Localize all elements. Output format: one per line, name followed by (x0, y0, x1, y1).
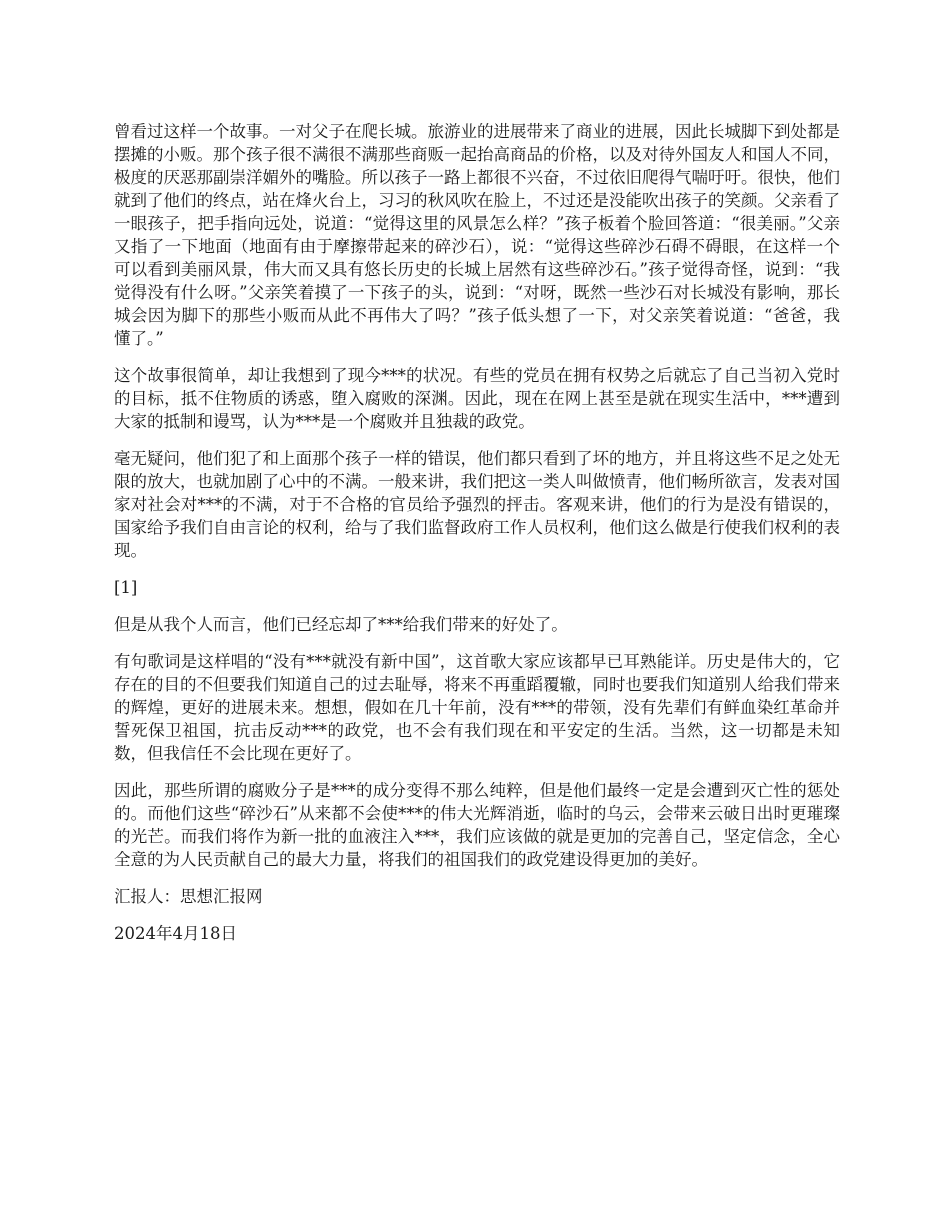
document-page (114, 120, 840, 959)
reporter-line: 汇报人：思想汇报网 (114, 887, 263, 906)
paragraph-reflection: 这个故事很简单，却让我想到了现今***的状况。有些的党员在拥有权势之后就忘了自己当初入党时的目标，抵不住物质的诱惑，堕入腐败的深渊。因此，现在在网上甚至是就在现实生活中，***遭到大家的抵制和谩骂，认为***是一个腐败并且独裁的政党。 (114, 366, 840, 431)
paragraph-history: 有句歌词是这样唱的“没有***就没有新中国”，这首歌大家应该都早已耳熟能详。历史是伟大的，它存在的目的不但要我们知道自己的过去耻辱，将来不再重蹈覆辙，同时也要我们知道别人给我们带来的辉煌，更好的进展未来。想想，假如在几十年前，没有***的带领，没有先辈们有鲜血染红革命并誓死保卫祖国，抗击反动***的政党，也不会有我们现在和平安定的生活。当然，这一切都是未知数，但我信任不会比现在更好了。 (114, 652, 840, 763)
footnote-marker: [1] (114, 578, 138, 597)
paragraph-personal-view: 但是从我个人而言，他们已经忘却了***给我们带来的好处了。 (114, 615, 568, 634)
paragraph-conclusion: 因此，那些所谓的腐败分子是***的成分变得不那么纯粹，但是他们最终一定是会遭到灭亡性的惩处的。而他们这些“碎沙石”从来都不会使***的伟大光辉消逝，临时的乌云，会带来云破日出时更璀璨的光芒。而我们将作为新一批的血液注入***，我们应该做的就是更加的完善自己，坚定信念，全心全意的为人民贡献自己的最大力量，将我们的祖国我们的政党建设得更加的美好。 (114, 781, 840, 869)
date-line: 2024年4月18日 (114, 924, 237, 943)
paragraph-story: 曾看过这样一个故事。一对父子在爬长城。旅游业的进展带来了商业的进展，因此长城脚下到处都是摆摊的小贩。那个孩子很不满很不满那些商贩一起抬高商品的价格，以及对待外国友人和国人不同，极度的厌恶那副崇洋媚外的嘴脸。所以孩子一路上都很不兴奋，不过依旧爬得气喘吁吁。很快，他们就到了他们的终点，站在烽火台上，习习的秋风吹在脸上，不过还是没能吹出孩子的笑颜。父亲看了一眼孩子，把手指向远处，说道：“觉得这里的风景怎么样？”孩子板着个脸回答道：“很美丽。”父亲又指了一下地面（地面有由于摩擦带起来的碎沙石），说：“觉得这些碎沙石碍不碍眼，在这样一个可以看到美丽风景，伟大而又具有悠长历史的长城上居然有这些碎沙石。”孩子觉得奇怪，说到：“我觉得没有什么呀。”父亲笑着摸了一下孩子的头，说到：“对呀，既然一些沙石对长城没有影响，那长城会因为脚下的那些小贩而从此不再伟大了吗？”孩子低头想了一下，对父亲笑着说道：“爸爸，我懂了。” (114, 122, 840, 348)
paragraph-analysis: 毫无疑问，他们犯了和上面那个孩子一样的错误，他们都只看到了坏的地方，并且将这些不足之处无限的放大，也就加剧了心中的不满。一般来讲，我们把这一类人叫做愤青，他们畅所欲言，发表对国家对社会对***的不满，对于不合格的官员给予强烈的抨击。客观来讲，他们的行为是没有错误的，国家给予我们自由言论的权利，给与了我们监督政府工作人员权利，他们这么做是行使我们权利的表现。 (114, 449, 840, 560)
